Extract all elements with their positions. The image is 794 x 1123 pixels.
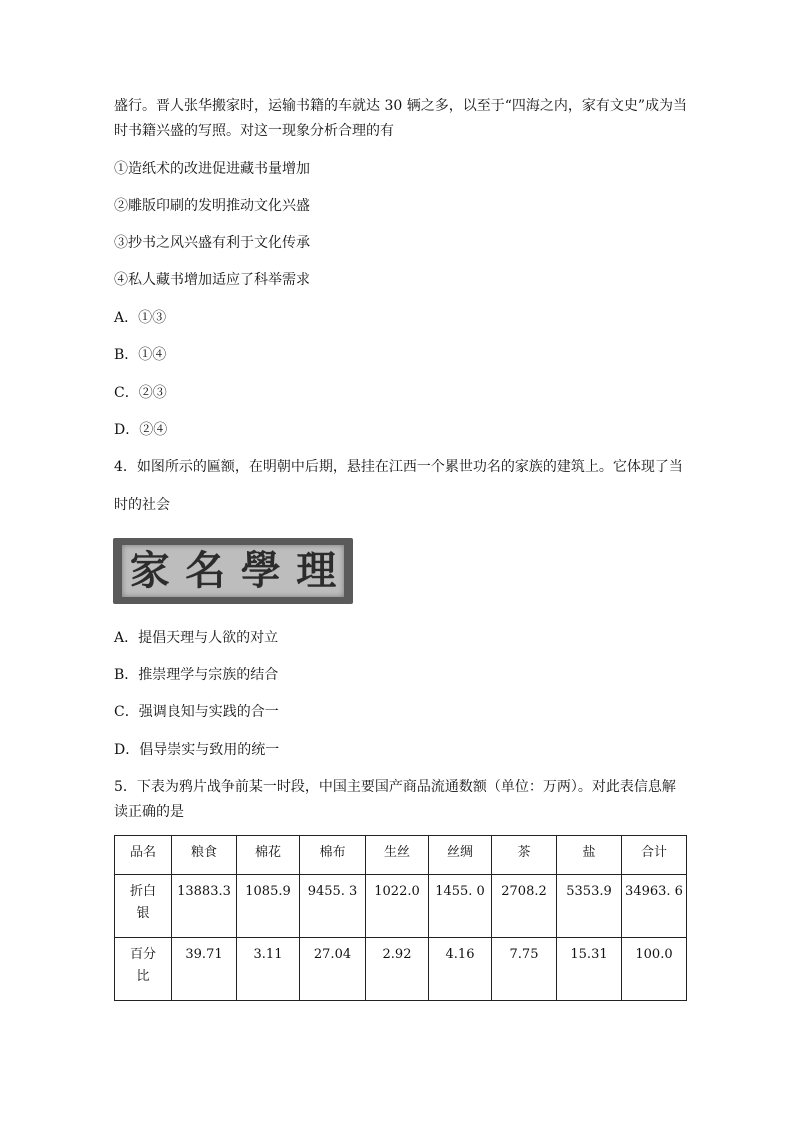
table-row-silver <box>115 875 687 938</box>
q3-option-d: D．②④ <box>114 422 168 438</box>
table-cell: 1022.0 <box>366 875 429 938</box>
header-cell: 盐 <box>557 836 622 875</box>
q3-option-a: A．①③ <box>114 310 167 326</box>
header-cell: 合计 <box>622 836 687 875</box>
q3-item-4: ④私人藏书增加适应了科举需求 <box>114 272 310 288</box>
table-cell: 2708.2 <box>492 875 557 938</box>
table-cell: 2.92 <box>366 938 429 1001</box>
q4-stem-line2: 时的社会 <box>114 497 170 513</box>
table-cell: 15.31 <box>557 938 622 1001</box>
row-label-percent: 百分 比 <box>115 938 172 1001</box>
q3-item-1: ①造纸术的改进促进藏书量增加 <box>114 161 310 177</box>
header-cell: 棉花 <box>237 836 300 875</box>
q3-option-c: C．②③ <box>114 385 167 401</box>
q4-option-b: B．推崇理学与宗族的结合 <box>114 667 279 683</box>
plaque-char-4: 理 <box>296 547 337 594</box>
plaque-image <box>113 538 353 604</box>
table-cell: 100.0 <box>622 938 687 1001</box>
row-label-silver: 折白 银 <box>115 875 172 938</box>
q4-option-a: A．提倡天理与人欲的对立 <box>114 630 279 646</box>
table-cell: 4.16 <box>429 938 492 1001</box>
header-cell: 生丝 <box>366 836 429 875</box>
table-cell: 27.04 <box>300 938 366 1001</box>
q5-stem-line1: 5．下表为鸦片战争前某一时段，中国主要国产商品流通数额（单位：万两）。对此表信息解 <box>114 779 676 795</box>
plaque-board <box>122 545 344 597</box>
table-cell: 1085.9 <box>237 875 300 938</box>
header-cell: 丝绸 <box>429 836 492 875</box>
header-cell: 棉布 <box>300 836 366 875</box>
q4-option-c: C．强调良知与实践的合一 <box>114 704 279 720</box>
q4-option-d: D．倡导崇实与致用的统一 <box>114 742 280 758</box>
q4-stem-line1: 4．如图所示的匾额，在明朝中后期，悬挂在江西一个累世功名的家族的建筑上。它体现了当 <box>114 459 683 475</box>
header-cell: 茶 <box>492 836 557 875</box>
q3-option-b: B．①④ <box>114 347 167 363</box>
q3-item-2: ②雕版印刷的发明推动文化兴盛 <box>114 198 310 214</box>
table-cell: 1455. 0 <box>429 875 492 938</box>
plaque-char-3: 學 <box>240 547 281 594</box>
table-cell: 9455. 3 <box>300 875 366 938</box>
q3-stem-line1: 盛行。晋人张华搬家时，运输书籍的车就达 30 辆之多，以至于“四海之内，家有文史”成为当 <box>114 98 688 114</box>
q3-stem-line2: 时书籍兴盛的写照。对这一现象分析合理的有 <box>114 123 394 139</box>
table-cell: 39.71 <box>172 938 237 1001</box>
q5-stem-line2: 读正确的是 <box>114 804 184 820</box>
goods-table <box>114 835 687 1001</box>
table-cell: 3.11 <box>237 938 300 1001</box>
table-header-row <box>115 836 687 875</box>
plaque-char-1: 家 <box>129 547 170 594</box>
table-cell: 7.75 <box>492 938 557 1001</box>
header-cell: 粮食 <box>172 836 237 875</box>
table-cell: 5353.9 <box>557 875 622 938</box>
table-cell: 13883.3 <box>172 875 237 938</box>
header-cell: 品名 <box>115 836 172 875</box>
table-row-percent <box>115 938 687 1001</box>
q3-item-3: ③抄书之风兴盛有利于文化传承 <box>114 235 310 251</box>
plaque-char-2: 名 <box>185 547 226 594</box>
table-cell: 34963. 6 <box>622 875 687 938</box>
